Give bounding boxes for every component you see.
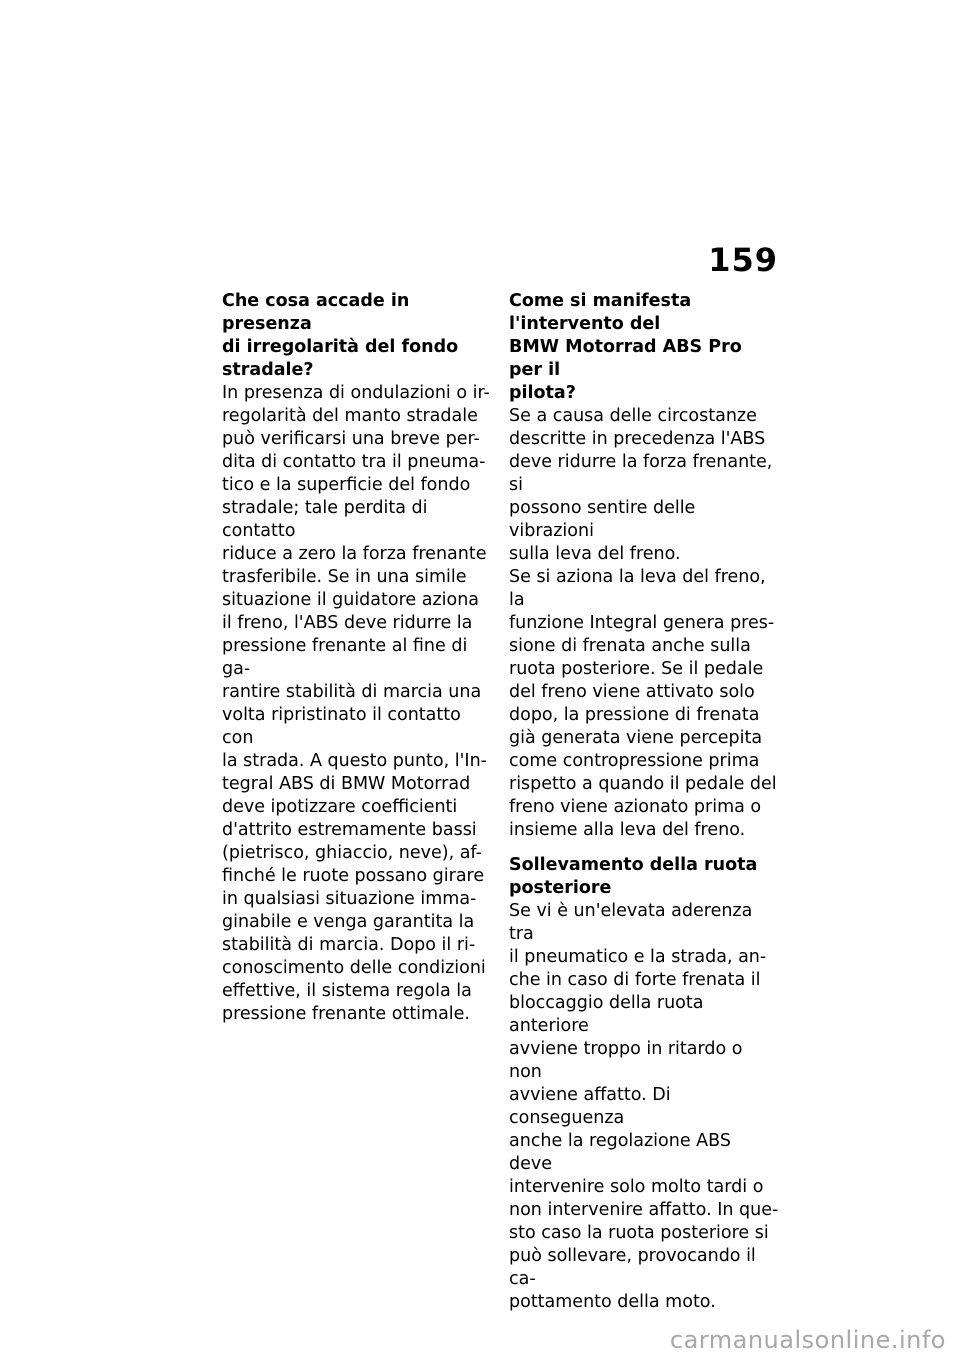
page-number: 159	[708, 241, 778, 279]
section-paragraph: Se si aziona la leva del freno, la funzione Integral genera pres- sione di frenata anche sulla ruota posteriore. Se il pedale del freno viene attivato solo dopo, la pressione di frenata già generata viene percepita come contropressione prima rispetto a quando il pedale del freno viene azionato prima o insieme alla leva del freno.	[509, 567, 777, 840]
section-heading: Sollevamento della ruota posteriore	[509, 855, 758, 898]
section-irregular-road	[222, 290, 492, 1026]
section-heading: Come si manifesta l'intervento del BMW Motorrad ABS Pro per il pilota?	[509, 291, 742, 403]
section-rear-wheel-lift	[509, 854, 779, 1314]
section-abs-pro-feedback	[509, 290, 779, 842]
section-paragraph: In presenza di ondulazioni o ir- regolarità del manto stradale può verificarsi una breve per- dita di contatto tra il pneuma- tico e la superficie del fondo stradale; tale perdita di contatto riduce a zero la forza frenante trasferibile. Se in una simile situazione il guidatore aziona il freno, l'ABS deve ridurre la pressione frenante al fine di ga- rantire stabilità di marcia una volta ripristinato il contatto con la strada. A questo punto, l'In- tegral ABS di BMW Motorrad deve ipotizzare coefficienti d'attrito estremamente bassi (pietrisco, ghiaccio, neve), af- finché le ruote possano girare in qualsiasi situazione imma- ginabile e venga garantita la stabilità di marcia. Dopo il ri- conoscimento delle condizioni effettive, il sistema regola la pressione frenante ottimale.	[222, 383, 490, 1024]
section-paragraph: Se vi è un'elevata aderenza tra il pneumatico e la strada, an- che in caso di forte frenata il bloccaggio della ruota anteriore avviene troppo in ritardo o non avviene affatto. Di conseguenza anche la regolazione ABS deve intervenire solo molto tardi o non intervenire affatto. In que- sto caso la ruota posteriore si può sollevare, provocando il ca- pottamento della moto.	[509, 901, 779, 1312]
left-column	[222, 290, 492, 1026]
section-heading: Che cosa accade in presenza di irregolarità del fondo stradale?	[222, 291, 459, 380]
watermark: carmanualsonline.info	[669, 1326, 946, 1354]
right-column	[509, 290, 779, 1314]
section-paragraph: Se a causa delle circostanze descritte in precedenza l'ABS deve ridurre la forza frenante, si possono sentire delle vibrazioni sulla leva del freno.	[509, 406, 773, 564]
